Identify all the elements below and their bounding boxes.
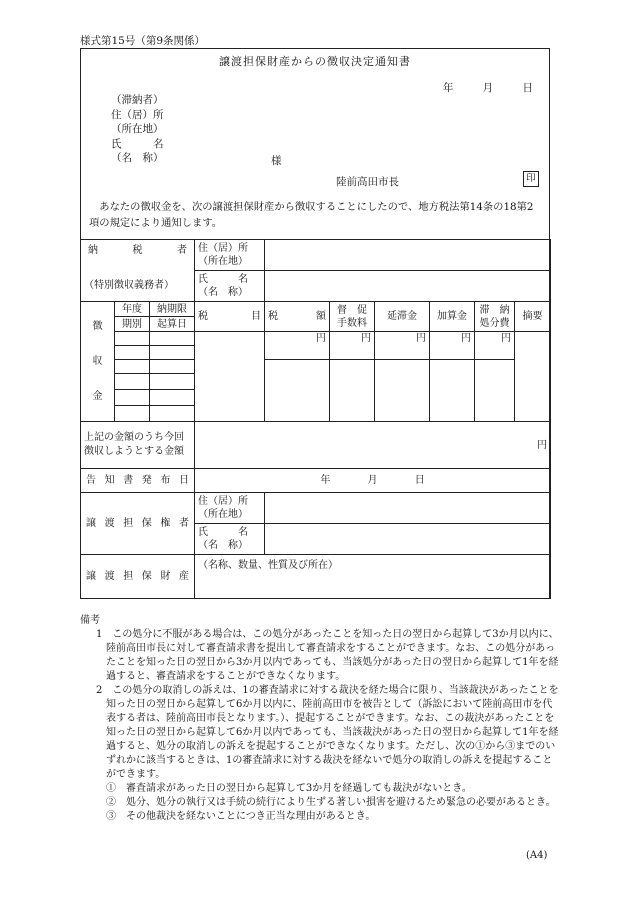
header-year: 年度: [115, 302, 150, 317]
yen-unit-tax: 円: [265, 332, 330, 360]
levy-cell: [115, 332, 150, 346]
yen-unit-cost: 円: [475, 332, 515, 360]
header-calc-date: 起算日: [150, 317, 195, 332]
property-value: （名称、数量、性質及び所在）: [195, 555, 551, 599]
taxpayer-name-label-1: 氏 名: [198, 274, 249, 285]
issue-date-day: 日: [414, 475, 425, 486]
holder-addr-label-2: （所在地）: [198, 509, 249, 520]
header-remarks: 摘要: [515, 302, 551, 332]
yen-unit-delay: 円: [375, 332, 430, 360]
notes-section: [80, 614, 560, 824]
addressee-block: [111, 93, 164, 166]
levy-side-char-2: 収: [92, 356, 103, 367]
property-label-cell: [81, 555, 195, 599]
notice-date: [417, 80, 533, 95]
taxpayer-name-label-2: （名 称）: [198, 287, 249, 298]
taxpayer-label-cell: [81, 240, 195, 302]
taxpayer-name-label: [195, 271, 265, 302]
notice-form: [80, 48, 550, 599]
note-2-sub-1: ① 審査請求があった日の翌日から起算して3か月を経過しても裁決がないとき。: [106, 783, 472, 794]
honorific: 様: [271, 155, 282, 167]
note-2-sub-3: ③ その他裁決を経ないことにつき正当な理由があるとき。: [106, 811, 376, 822]
header-disposal-cost: [475, 302, 515, 332]
form-number: 様式第15号（第9条関係）: [80, 35, 206, 47]
header-demand-fee: [330, 302, 375, 332]
header-disposal-cost-1: 滞 納: [479, 304, 510, 316]
addressee-title-label: （名 称）: [111, 152, 164, 164]
taxpayer-name-value: [265, 271, 551, 302]
date-day: 日: [522, 82, 533, 94]
issuer-name: 陸前高田市長: [336, 176, 399, 188]
holder-addr-value: [265, 493, 551, 524]
holder-label-cell: [81, 493, 195, 555]
levy-cell: [115, 346, 150, 360]
note-1: 1 この処分に不服がある場合は、この処分があったことを知った日の翌日から起算して3か月以内に、陸前高田市長に対して審査請求書を提出して審査請求をすることができます。なお、この処分があったことを知った日の翌日から3か月以内であっても、当該処分があった日の翌日から起算して1年を経過すると、審査請求をすることができなくなります。: [96, 629, 559, 682]
addressee-name-label: 氏 名: [111, 137, 164, 150]
levy-cell: [150, 332, 195, 346]
note-2-sub-2: ② 処分、処分の執行又は手続の続行により生ずる著しい損害を避けるため緊急の必要があるとき。: [106, 797, 556, 808]
levy-side-char-3: 金: [92, 391, 103, 402]
levy-tax-item-value: [195, 332, 265, 422]
taxpayer-addr-label-1: 住（居）所: [198, 243, 249, 254]
taxpayer-addr-value: [265, 240, 551, 271]
note-2: 2 この処分の取消しの訴えは、1の審査請求に対する裁決を経た場合に限り、当該裁決があったことを知った日の翌日から起算して6か月以内に、陸前高田市を被告として（訴訟において陸前高田市を代表する者は、陸前高田市長となります。）、提起することができます。なお、この裁決があったことを知った日の翌日から起算して6か月以内であっても、当該裁決があった日の翌日から起算して1年を経過すると、処分の取消しの訴えを提起することができなくなります。ただし、次の①から③までのいずれかに該当するときは、1の審査請求に対する裁決を経ないで処分の取消しの訴えを提起することができます。: [96, 685, 559, 780]
holder-name-label: [195, 524, 265, 555]
levy-cell: [330, 360, 375, 422]
levy-cell: [375, 360, 430, 422]
levy-cell: [150, 346, 195, 360]
levy-table: [80, 239, 551, 599]
taxpayer-addr-label: [195, 240, 265, 271]
paper-size: (A4): [526, 850, 548, 861]
header-additional-tax: 加算金: [430, 302, 475, 332]
taxpayer-label: 納税者: [88, 245, 188, 256]
holder-addr-label: [195, 493, 265, 524]
levy-cell: [430, 360, 475, 422]
levy-cell: [115, 374, 150, 390]
levy-side-label: [81, 302, 115, 422]
issue-date-label: 告知書発布日: [86, 475, 190, 486]
seal-mark: 印: [523, 171, 539, 187]
notice-body: あなたの徴収金を、次の譲渡担保財産から徴収することにしたので、地方税法第14条の18第2項の規定により通知します。: [89, 201, 534, 229]
holder-name-label-2: （名 称）: [198, 540, 249, 551]
notes-heading: 備考: [80, 615, 100, 626]
levy-cell: [150, 360, 195, 374]
taxpayer-sub-label: （特別徴収義務者）: [84, 280, 174, 291]
header-period: 期別: [115, 317, 150, 332]
taxpayer-addr-label-2: （所在地）: [198, 256, 249, 267]
addressee-address-label: 住（居）所: [111, 108, 164, 121]
holder-label: 譲渡担保権者: [86, 518, 190, 529]
levy-cell: [150, 406, 195, 422]
header-deadline: 納期限: [150, 302, 195, 317]
collect-amount-label: 上記の金額のうち今回徴収しようとする金額: [81, 422, 195, 469]
issue-date-month: 月: [367, 475, 378, 486]
addressee-role: （滞納者）: [111, 94, 164, 106]
issue-date-year: 年: [320, 475, 331, 486]
document-title: 譲渡担保財産からの徴収決定通知書: [219, 55, 411, 68]
date-month: 月: [482, 82, 494, 94]
header-disposal-cost-2: 処分費: [479, 317, 510, 329]
header-delay-charge: 延滞金: [375, 302, 430, 332]
holder-name-value: [265, 524, 551, 555]
levy-cell: [115, 360, 150, 374]
notice-header: [81, 49, 549, 239]
header-demand-fee-1: 督 促: [337, 304, 368, 316]
header-demand-fee-2: 手数料: [337, 317, 368, 329]
issue-date-value: [195, 469, 551, 493]
holder-addr-label-1: 住（居）所: [198, 496, 249, 507]
levy-remarks-value: [515, 332, 551, 422]
yen-unit-fee: 円: [330, 332, 375, 360]
levy-cell: [115, 390, 150, 406]
yen-unit-add: 円: [430, 332, 475, 360]
addressee-location-label: （所在地）: [111, 123, 164, 135]
levy-cell: [115, 406, 150, 422]
levy-cell: [265, 360, 330, 422]
levy-cell: [150, 374, 195, 390]
property-label: 譲渡担保財産: [86, 571, 190, 582]
levy-side-char-1: 徴: [92, 321, 103, 332]
date-year: 年: [442, 82, 454, 94]
issue-date-label-cell: [81, 469, 195, 493]
levy-cell: [150, 390, 195, 406]
collect-amount-value: 円: [195, 422, 551, 469]
header-tax-item: 税 目: [195, 302, 265, 332]
levy-cell: [475, 360, 515, 422]
header-tax-amount: 税 額: [265, 302, 330, 332]
holder-name-label-1: 氏 名: [198, 527, 249, 538]
